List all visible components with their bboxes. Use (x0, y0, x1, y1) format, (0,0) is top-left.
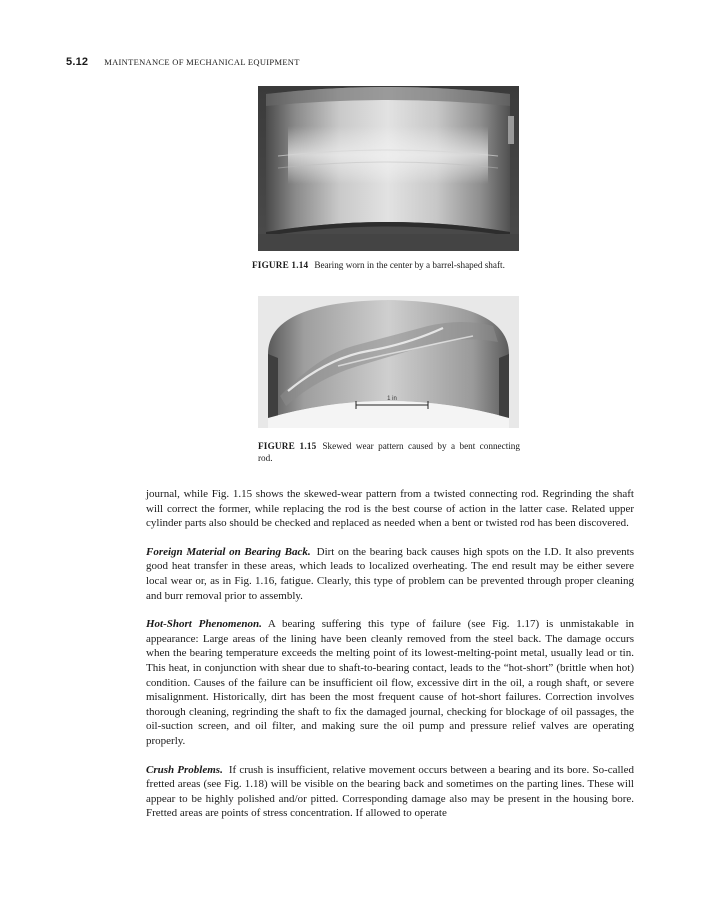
running-head: MAINTENANCE OF MECHANICAL EQUIPMENT (104, 57, 300, 67)
paragraph-journal (146, 487, 634, 531)
run-in-heading: Crush Problems. (146, 763, 223, 776)
skewed-wear-bearing-photo (258, 296, 519, 428)
run-in-heading: Hot-Short Phenomenon. (146, 618, 262, 631)
caption-text: Skewed wear pattern caused by a bent connecting rod. (258, 441, 520, 463)
page-number: 5.12 (66, 56, 89, 68)
bearing-worn-center-photo (258, 86, 519, 251)
caption-text: Bearing worn in the center by a barrel-shaped shaft. (314, 260, 505, 270)
figure-label: FIGURE 1.15 (258, 441, 317, 451)
body-text (146, 487, 634, 821)
scale-label: 1 in (387, 396, 397, 402)
figure-label: FIGURE 1.14 (252, 260, 309, 270)
paragraph-text: journal, while Fig. 1.15 shows the skewed-wear pattern from a twisted connecting rod. Regrinding the shaft will correct the former, while replacing the rod is the best course of action in the latter case. Related upper cylinder parts also should be checked and replaced as needed when a bent or twisted rod has been discovered. (146, 488, 634, 530)
paragraph-foreign-material (146, 545, 634, 603)
figure-1-14-caption (252, 259, 552, 271)
paragraph-text: A bearing suffering this type of failure (see Fig. 1.17) is unmistakable in appearance: Large areas of the lining have been cleanly removed from the steel back. The damage occurs when the bearing temperature exceeds the melting point of its lowest-melting-point metal, usually lead or tin. This heat, in conjunction with shear due to shaft-to-bearing contact, leads to the “hot-short” (brittle when hot) condition. Causes of the failure can be insufficient oil flow, excessive dirt in the oil, a rough shaft, or severe misalignment. Historically, dirt has been the most frequent cause of hot-short failures. Correction involves thorough cleaning, regrinding the shaft to fix the damaged journal, checking for blockage of oil passages, the oil-suction screen, and oil filter, and making sure the oil pump and pressure relief valves are operating properly. (146, 618, 635, 747)
paragraph-crush-problems (146, 763, 634, 821)
paragraph-text: Dirt on the bearing back causes high spots on the I.D. It also prevents good heat transfer in these areas, which leads to localized overheating. The end result may be either severe local wear or, as in Fig. 1.16, fatigue. Clearly, this type of problem can be prevented through proper cleaning and burr removal prior to assembly. (146, 545, 635, 602)
figure-1-15-caption (258, 440, 520, 464)
paragraph-hot-short (146, 617, 634, 748)
run-in-heading: Foreign Material on Bearing Back. (146, 545, 311, 558)
page-header (66, 52, 300, 66)
figure-1-15-photo (258, 296, 519, 428)
paragraph-text: If crush is insufficient, relative movement occurs between a bearing and its bore. So-called fretted areas (see Fig. 1.18) will be visible on the bearing back and sometimes on the parting lines. These will appear to be highly polished and/or pitted. Corresponding damage also may be present in the housing bore. Fretted areas are points of stress concentration. If allowed to operate (146, 763, 634, 820)
figure-1-14-photo (258, 86, 519, 251)
